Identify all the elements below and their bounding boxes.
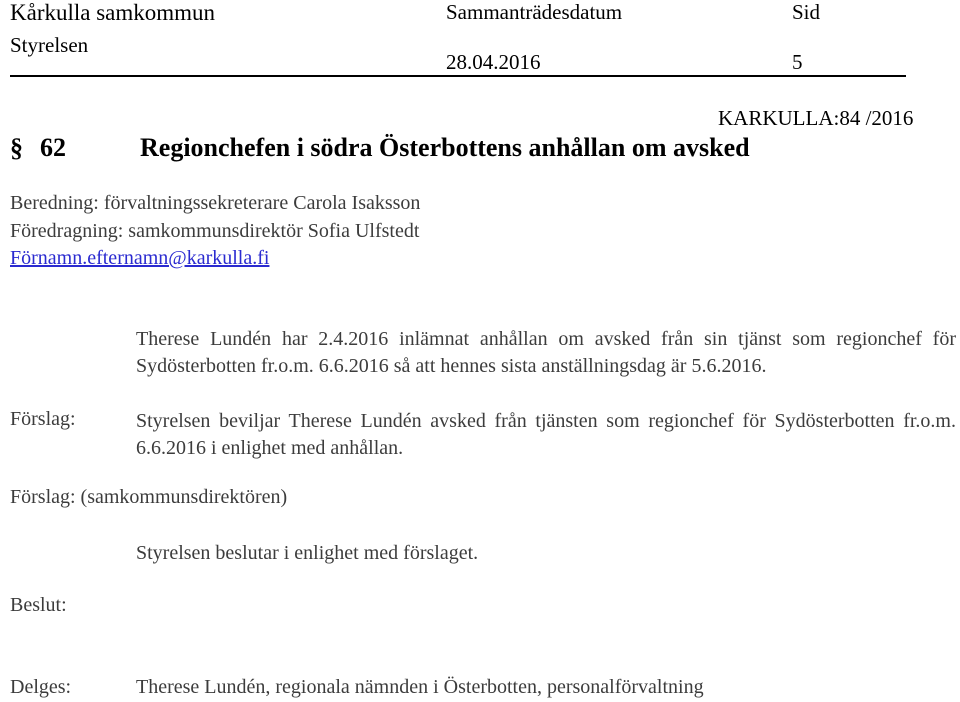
section-symbol: § (10, 133, 23, 162)
distribution-label: Delges: (10, 676, 72, 698)
board-name: Styrelsen (10, 33, 89, 57)
contact-email-link[interactable]: Förnamn.efternamn@karkulla.fi (10, 247, 270, 269)
header-divider (10, 75, 906, 77)
section-title: Regionchefen i södra Österbottens anhållan om avsked (140, 133, 750, 162)
organization-name: Kårkulla samkommun (10, 0, 216, 25)
page-label: Sid (792, 0, 821, 24)
section-number: 62 (40, 133, 66, 162)
decision-text: Styrelsen beslutar i enlighet med förslaget. (136, 542, 479, 564)
decision-label: Beslut: (10, 594, 67, 616)
proposal-label: Förslag: (10, 408, 76, 430)
section-heading (10, 133, 750, 163)
meeting-date: 28.04.2016 (446, 50, 541, 74)
page-number: 5 (792, 50, 803, 74)
reference-number: KARKULLA:84 /2016 (718, 106, 914, 130)
distribution-text: Therese Lundén, regionala nämnden i Österbotten, personalförvaltning (136, 676, 704, 698)
presentation-line: Föredragning: samkommunsdirektör Sofia Ulfstedt (10, 220, 420, 242)
preparation-line: Beredning: förvaltningssekreterare Carola Isaksson (10, 192, 421, 214)
background-paragraph: Therese Lundén har 2.4.2016 inlämnat anhållan om avsked från sin tjänst som regionchef för Sydösterbotten fr.o.m. 6.6.2016 så att hennes sista anställningsdag är 5.6.2016. (136, 328, 956, 377)
meeting-date-label: Sammanträdesdatum (446, 0, 623, 24)
director-proposal-label: Förslag: (samkommunsdirektören) (10, 486, 288, 508)
proposal-text: Styrelsen beviljar Therese Lundén avsked från tjänsten som regionchef för Sydösterbotten fr.o.m. 6.6.2016 i enlighet med anhållan. (136, 410, 956, 459)
